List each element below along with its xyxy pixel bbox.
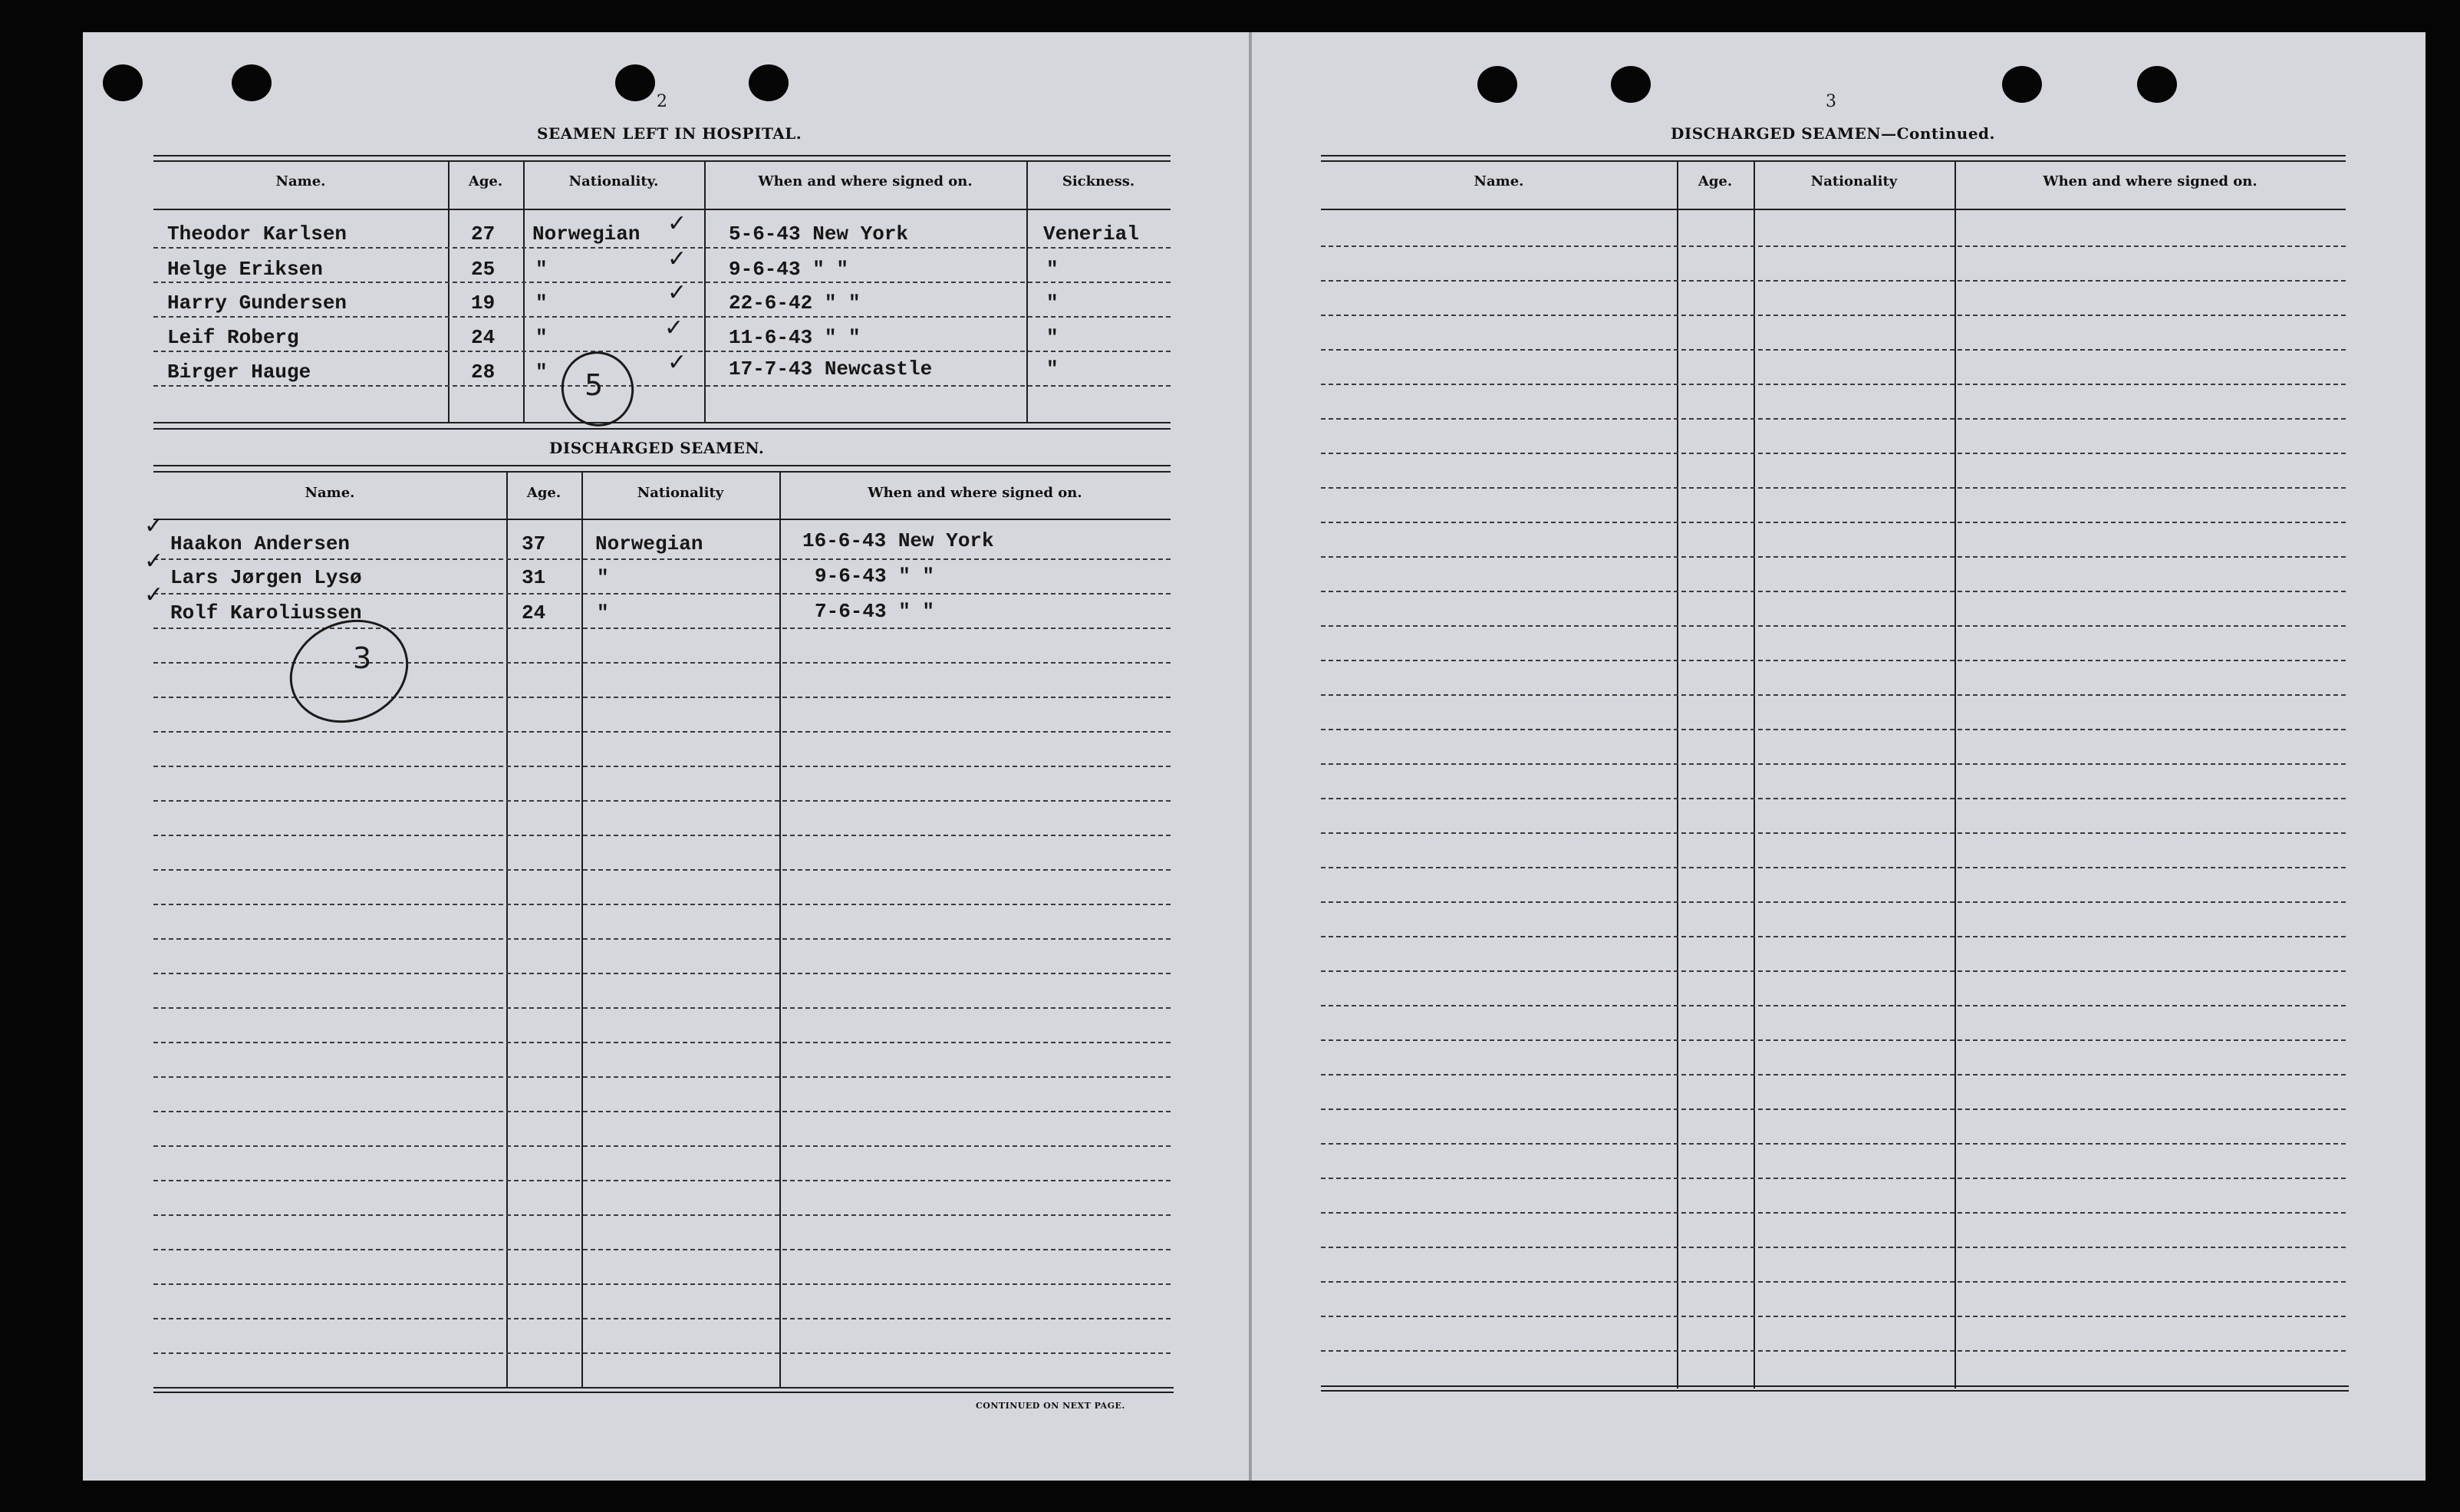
table-rule <box>153 422 1171 423</box>
column-divider <box>506 471 508 1388</box>
seaman-age: 24 <box>522 601 546 624</box>
row-line <box>1321 1108 2346 1110</box>
row-line <box>1321 763 2346 765</box>
row-line <box>1321 1281 2346 1283</box>
right-page <box>1252 32 2425 1481</box>
check-mark-icon: ✓ <box>144 512 164 539</box>
row-line <box>1321 487 2346 489</box>
punch-hole <box>103 64 143 101</box>
row-line <box>153 869 1171 871</box>
page-fold <box>1249 32 1252 1481</box>
row-line <box>153 1042 1171 1043</box>
punch-hole <box>2002 66 2042 103</box>
row-line <box>153 800 1171 802</box>
table-rule <box>153 471 1171 473</box>
row-line <box>1321 556 2346 558</box>
row-line <box>1321 1005 2346 1006</box>
col-header-nationality: Nationality <box>637 485 724 501</box>
row-line <box>153 1111 1171 1112</box>
row-line <box>153 351 1171 352</box>
seaman-name: Leif Roberg <box>167 326 299 349</box>
column-divider <box>581 471 583 1388</box>
row-line <box>153 1318 1171 1319</box>
row-line <box>153 316 1171 318</box>
punch-hole <box>1611 66 1651 103</box>
col-header-signed-on: When and where signed on. <box>758 173 973 189</box>
sickness: " <box>1046 357 1059 380</box>
row-line <box>153 628 1171 629</box>
discharged-continued-title: DISCHARGED SEAMEN—Continued. <box>1671 124 1995 143</box>
row-line <box>1321 453 2346 454</box>
check-mark-icon: ✓ <box>667 245 687 272</box>
table-rule <box>153 519 1171 520</box>
col-header-age: Age. <box>1698 173 1733 189</box>
seaman-age: 19 <box>471 292 496 315</box>
signed-on: 16-6-43 New York <box>802 529 994 552</box>
row-line <box>1321 349 2346 351</box>
row-line <box>1321 901 2346 903</box>
row-line <box>1321 245 2346 247</box>
page-number: 3 <box>1826 92 1836 111</box>
sickness: Venerial <box>1043 222 1139 245</box>
row-line <box>153 1352 1171 1354</box>
seaman-age: 25 <box>471 258 496 281</box>
row-line <box>153 1076 1171 1078</box>
row-line <box>153 385 1171 387</box>
row-line <box>1321 1074 2346 1076</box>
seaman-nationality: " <box>597 566 609 589</box>
row-line <box>153 1283 1171 1285</box>
row-line <box>153 835 1171 836</box>
row-line <box>1321 1178 2346 1179</box>
row-line <box>1321 798 2346 799</box>
row-line <box>153 593 1171 595</box>
column-divider <box>1026 161 1028 422</box>
punch-hole <box>615 64 655 101</box>
col-header-age: Age. <box>526 485 561 501</box>
row-line <box>1321 867 2346 868</box>
col-header-nationality: Nationality <box>1810 173 1898 189</box>
row-line <box>1321 522 2346 523</box>
check-mark-icon: ✓ <box>667 210 687 237</box>
seaman-nationality: " <box>535 292 548 315</box>
check-mark-icon: ✓ <box>667 349 687 376</box>
col-header-signed-on: When and where signed on. <box>868 485 1082 501</box>
row-line <box>153 1214 1171 1216</box>
seaman-age: 24 <box>471 326 496 349</box>
seaman-name: Birger Hauge <box>167 361 311 384</box>
column-divider <box>1677 161 1678 1388</box>
row-line <box>1321 1143 2346 1145</box>
hospital-section-title: SEAMEN LEFT IN HOSPITAL. <box>537 124 802 143</box>
seaman-name: Theodor Karlsen <box>167 222 347 245</box>
seaman-nationality: Norwegian <box>595 532 703 555</box>
row-line <box>1321 832 2346 834</box>
row-line <box>1321 660 2346 661</box>
row-line <box>153 247 1171 249</box>
left-page <box>83 32 1250 1481</box>
seaman-nationality: " <box>597 601 609 624</box>
seaman-nationality: " <box>535 326 548 349</box>
check-mark-icon: ✓ <box>144 581 164 608</box>
col-header-sickness: Sickness. <box>1062 173 1135 189</box>
col-header-name: Name. <box>305 485 355 501</box>
punch-hole <box>2137 66 2177 103</box>
column-divider <box>448 161 450 422</box>
row-line <box>1321 1316 2346 1317</box>
table-rule <box>153 160 1171 162</box>
col-header-name: Name. <box>275 173 326 189</box>
signed-on: 7-6-43 " " <box>815 600 935 623</box>
row-line <box>153 973 1171 974</box>
row-line <box>1321 1350 2346 1352</box>
table-rule <box>1321 155 2346 156</box>
row-line <box>1321 970 2346 972</box>
column-divider <box>1954 161 1956 1388</box>
column-divider <box>704 161 706 422</box>
table-rule <box>153 155 1171 156</box>
row-line <box>1321 936 2346 937</box>
signed-on: 11-6-43 " " <box>729 326 861 349</box>
table-rule <box>153 209 1171 210</box>
seaman-name: Harry Gundersen <box>167 292 347 315</box>
circled-count: 5 <box>585 368 604 402</box>
row-line <box>1321 1212 2346 1214</box>
signed-on: 17-7-43 Newcastle <box>729 357 933 380</box>
col-header-nationality: Nationality. <box>568 173 659 189</box>
sickness: " <box>1046 326 1059 349</box>
row-line <box>1321 694 2346 696</box>
seaman-nationality: " <box>535 361 548 384</box>
table-rule <box>153 428 1171 430</box>
row-line <box>1321 384 2346 385</box>
col-header-age: Age. <box>468 173 503 189</box>
check-mark-icon: ✓ <box>667 279 687 306</box>
punch-hole <box>1477 66 1517 103</box>
signed-on: 9-6-43 " " <box>815 565 935 588</box>
column-divider <box>523 161 525 422</box>
row-line <box>153 1180 1171 1181</box>
row-line <box>153 558 1171 560</box>
row-line <box>153 731 1171 733</box>
seaman-name: Helge Eriksen <box>167 258 323 281</box>
table-rule <box>1321 209 2346 210</box>
table-rule <box>1321 1385 2349 1387</box>
punch-hole <box>232 64 272 101</box>
seaman-age: 37 <box>522 532 546 555</box>
seaman-name: Rolf Karoliussen <box>170 601 362 624</box>
row-line <box>1321 1247 2346 1248</box>
sickness: " <box>1046 258 1059 281</box>
seaman-nationality: " <box>535 258 548 281</box>
row-line <box>1321 418 2346 420</box>
signed-on: 22-6-42 " " <box>729 292 861 315</box>
row-line <box>153 282 1171 283</box>
column-divider <box>1754 161 1755 1388</box>
column-divider <box>779 471 781 1388</box>
discharged-section-title: DISCHARGED SEAMEN. <box>549 439 765 457</box>
seaman-age: 28 <box>471 361 496 384</box>
seaman-nationality: Norwegian <box>532 222 641 245</box>
seaman-age: 27 <box>471 222 496 245</box>
row-line <box>1321 315 2346 316</box>
table-rule <box>153 1387 1174 1388</box>
seaman-age: 31 <box>522 566 546 589</box>
seaman-name: Haakon Andersen <box>170 532 351 555</box>
table-rule <box>153 1392 1174 1393</box>
table-rule <box>153 465 1171 466</box>
row-line <box>153 904 1171 905</box>
page-number: 2 <box>657 92 667 111</box>
check-mark-icon: ✓ <box>664 315 684 341</box>
circled-count: 3 <box>353 641 372 675</box>
check-mark-icon: ✓ <box>144 548 164 575</box>
continued-footer: CONTINUED ON NEXT PAGE. <box>976 1401 1125 1411</box>
row-line <box>153 1249 1171 1250</box>
row-line <box>153 766 1171 767</box>
row-line <box>1321 591 2346 592</box>
row-line <box>1321 280 2346 282</box>
signed-on: 5-6-43 New York <box>729 222 909 245</box>
table-rule <box>1321 1390 2349 1392</box>
row-line <box>1321 729 2346 730</box>
col-header-signed-on: When and where signed on. <box>2043 173 2257 189</box>
row-line <box>153 1145 1171 1147</box>
row-line <box>1321 625 2346 627</box>
seaman-name: Lars Jørgen Lysø <box>170 566 362 589</box>
row-line <box>153 1007 1171 1009</box>
row-line <box>1321 1039 2346 1041</box>
signed-on: 9-6-43 " " <box>729 258 849 281</box>
row-line <box>153 938 1171 940</box>
col-header-name: Name. <box>1474 173 1524 189</box>
sickness: " <box>1046 292 1059 315</box>
table-rule <box>1321 160 2346 162</box>
punch-hole <box>749 64 789 101</box>
